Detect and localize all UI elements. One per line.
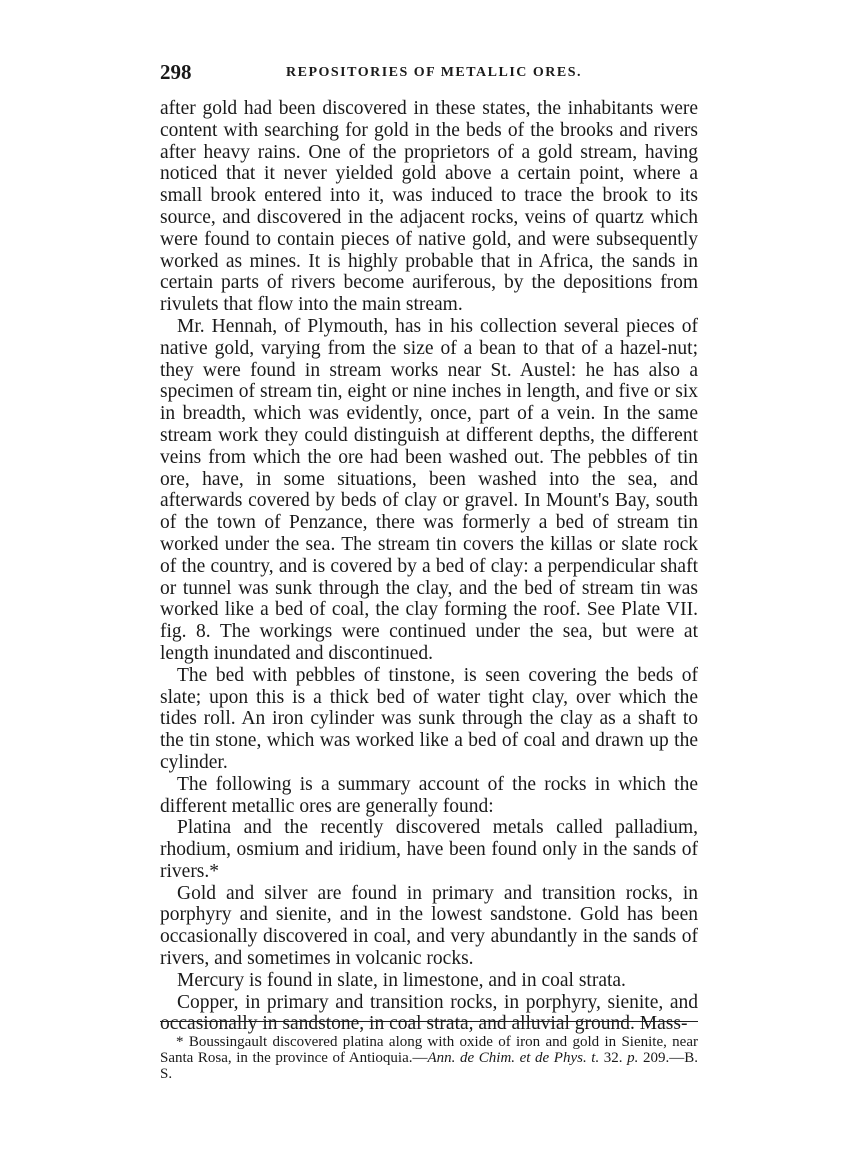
running-head <box>160 60 700 84</box>
paragraph: Copper, in primary and transition rocks, in porphyry, sienite, and occasionally in sandstone, in coal strata, and alluvial ground. Mass- <box>160 991 698 1035</box>
footnote-page-abbrev: p. <box>627 1050 639 1066</box>
page-number: 298 <box>160 60 192 84</box>
running-title: REPOSITORIES OF METALLIC ORES. <box>286 65 583 80</box>
paragraph: The following is a summary account of the rocks in which the different metallic ores are generally found: <box>160 773 698 817</box>
footnote-text: * Boussingault discovered platina along with oxide of iron and gold in Sienite, near Santa Rosa, in the province of Antioquia.— <box>160 1034 698 1066</box>
footnote-page-and-initials: 209.—B. S. <box>160 1050 698 1082</box>
paragraph: Mercury is found in slate, in limestone, and in coal strata. <box>177 969 626 991</box>
footnote <box>160 1034 698 1082</box>
paragraph: Gold and silver are found in primary and transition rocks, in porphyry and sienite, and in the lowest sandstone. Gold has been occasionally discovered in coal, and very abundantly in the sands of rivers, and sometimes in volcanic rocks. <box>160 882 698 970</box>
paragraph: Mr. Hennah, of Plymouth, has in his collection several pieces of native gold, varying from the size of a bean to that of a hazel-nut; they were found in stream works near St. Austel: he has also a specimen of stream tin, eight or nine inches in length, and five or six in breadth, which was evidently, once, part of a vein. In the same stream work they could distinguish at different depths, the different veins from which the ore had been washed out. The pebbles of tin ore, have, in some situations, been washed into the sea, and afterwards covered by beds of clay or gravel. In Mount's Bay, south of the town of Penzance, there was formerly a bed of stream tin worked under the sea. The stream tin covers the killas or slate rock of the country, and is covered by a bed of clay: a perpendicular shaft or tunnel was sunk through the clay, and the bed of stream tin was worked like a bed of coal, the clay forming the roof. See Plate VII. fig. 8. The workings were continued under the sea, but were at length inundated and discontinued. <box>160 315 698 664</box>
paragraph: after gold had been discovered in these states, the inhabitants were content with searching for gold in the beds of the brooks and rivers after heavy rains. One of the proprietors of a gold stream, having noticed that it never yielded gold above a certain point, where a small brook entered into it, was induced to trace the brook to its source, and discovered in the adjacent rocks, veins of quartz which were found to contain pieces of native gold, and were subsequently worked as mines. It is highly probable that in Africa, the sands in certain parts of rivers become auriferous, by the depositions from rivulets that flow into the main stream. <box>160 98 698 316</box>
footnote-citation: Ann. de Chim. et de Phys. t. <box>427 1050 600 1066</box>
footnote-rule <box>160 1021 698 1022</box>
paragraph: Platina and the recently discovered metals called palladium, rhodium, osmium and iridium, have been found only in the sands of rivers.* <box>160 817 698 882</box>
body-text <box>160 98 698 1035</box>
paragraph: The bed with pebbles of tinstone, is seen covering the beds of slate; upon this is a thick bed of water tight clay, over which the tides roll. An iron cylinder was sunk through the clay as a shaft to the tin stone, which was worked like a bed of coal and drawn up the cylinder. <box>160 664 698 773</box>
footnote-volume: 32. <box>599 1050 623 1066</box>
